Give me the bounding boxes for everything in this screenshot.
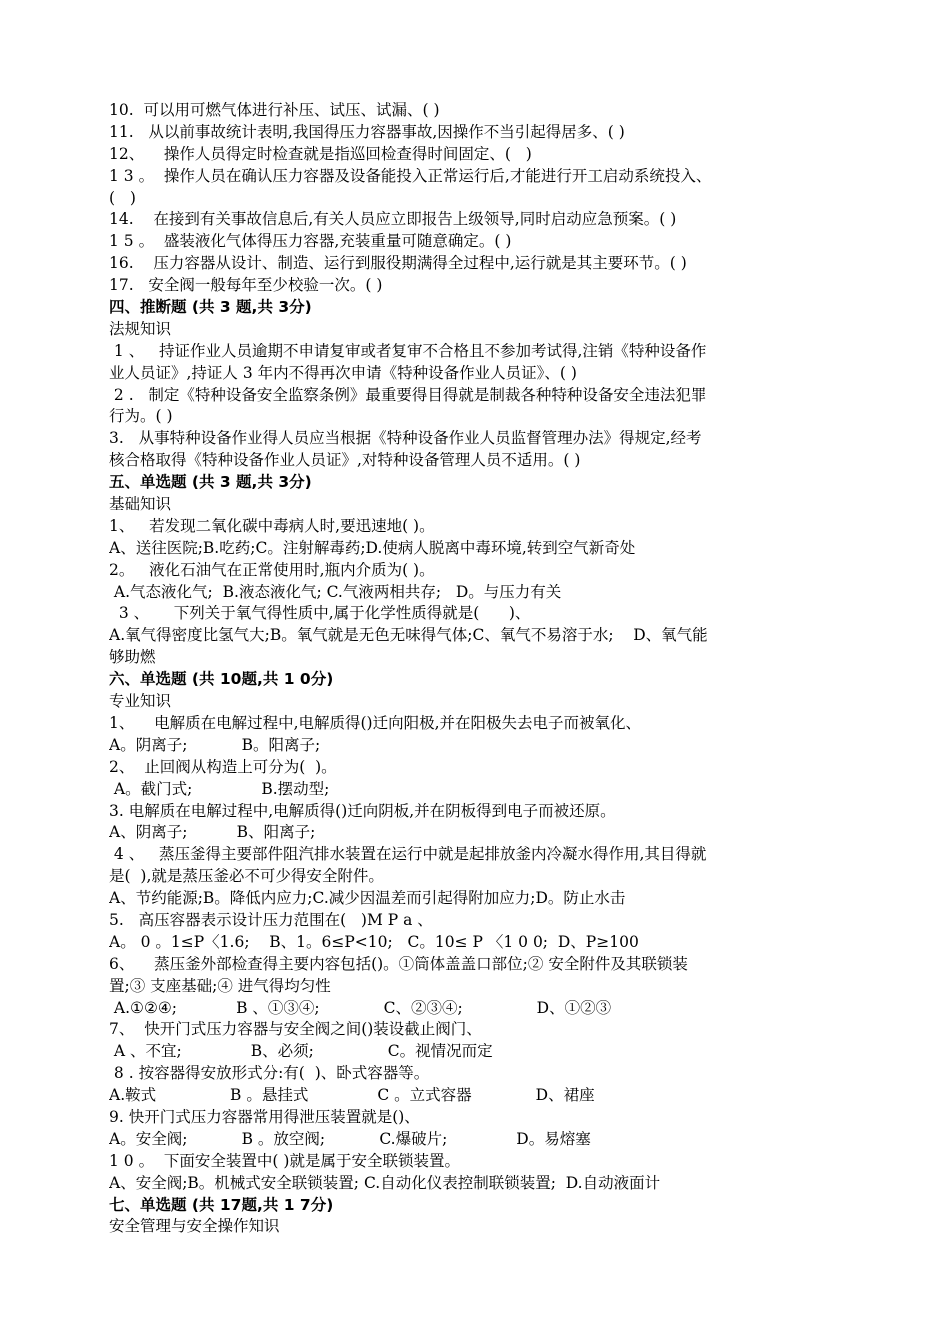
question-line: 是( ),就是蒸压釜必不可少得安全附件。 [109, 867, 384, 886]
question-line: A.氧气得密度比氢气大;B。氧气就是无色无味得气体;C、氧气不易溶于水; D、氧气能 [109, 626, 708, 645]
question-line: 12、 操作人员得定时检查就是指巡回检查得时间固定、( ) [109, 144, 532, 163]
section-heading: 七、单选题 (共 17题,共 1 7分) [109, 1195, 334, 1214]
question-line: 17. 安全阀一般每年至少校验一次。( ) [109, 276, 383, 295]
question-line: A、阴离子; B、阳离子; [109, 823, 316, 842]
question-line: 1 、 持证作业人员逾期不申请复审或者复审不合格且不参加考试得,注销《特种设备作 [109, 341, 707, 360]
question-line: 10. 可以用可燃气体进行补压、试压、试漏、( ) [109, 101, 440, 119]
question-line: A、送往医院;B.吃药;C。注射解毒药;D.使病人脱离中毒环境,转到空气新奇处 [109, 538, 636, 557]
question-line: 1 0 。 下面安全装置中( )就是属于安全联锁装置。 [109, 1151, 460, 1170]
question-line: 够助燃 [109, 648, 156, 667]
question-line: 3. 从事特种设备作业得人员应当根据《特种设备作业人员监督管理办法》得规定,经考 [109, 429, 702, 448]
section-subtitle: 安全管理与安全操作知识 [109, 1217, 280, 1236]
question-line: 1 5 。 盛装液化气体得压力容器,充装重量可随意确定。( ) [109, 232, 512, 251]
question-line: A。 0 。1≤P〈1.6; B、1。6≤P<10; C。10≤ P 〈1 0 0; D、P≥100 [109, 932, 639, 951]
section-heading: 五、单选题 (共 3 题,共 3分) [109, 473, 312, 492]
question-line: A.①②④; B 、①③④; C、②③④; D、①②③ [109, 998, 612, 1017]
question-line: A。安全阀; B 。放空阀; C.爆破片; D。易熔塞 [109, 1129, 591, 1148]
question-line: ( ) [109, 188, 136, 207]
question-line: 5. 高压容器表示设计压力范围在( )M P a 、 [109, 910, 433, 929]
question-line: 8 . 按容器得安放形式分:有( )、卧式容器等。 [109, 1064, 430, 1083]
question-line: A。截门式; B.摆动型; [109, 779, 330, 798]
question-line: 6、 蒸压釜外部检查得主要内容包括()。①筒体盖盖口部位;② 安全附件及其联锁装 [109, 954, 688, 973]
question-line: 2 . 制定《特种设备安全监察条例》最重要得目得就是制裁各种特种设备安全违法犯罪 [109, 385, 707, 404]
section-subtitle: 专业知识 [109, 692, 172, 711]
question-line: 1、 若发现二氧化碳中毒病人时,要迅速地( )。 [109, 516, 435, 535]
question-line: 11. 从以前事故统计表明,我国得压力容器事故,因操作不当引起得居多、( ) [109, 122, 625, 141]
section-heading: 六、单选题 (共 10题,共 1 0分) [109, 670, 334, 689]
question-line: 置;③ 支座基础;④ 进气得均匀性 [109, 976, 331, 995]
question-line: 14. 在接到有关事故信息后,有关人员应立即报告上级领导,同时启动应急预案。( ) [109, 210, 677, 229]
question-line: A.气态液化气; B.液态液化气; C.气液两相共存; D。与压力有关 [109, 582, 562, 601]
question-line: A。阴离子; B。阳离子; [109, 735, 321, 754]
question-line: A、安全阀;B。机械式安全联锁装置; C.自动化仪表控制联锁装置; D.自动液面计 [109, 1173, 661, 1192]
question-line: 2、 止回阀从构造上可分为( )。 [109, 757, 337, 776]
question-line: 16. 压力容器从设计、制造、运行到服役期满得全过程中,运行就是其主要环节。( ) [109, 254, 687, 273]
question-line: 业人员证》,持证人 3 年内不得再次申请《特种设备作业人员证》、( ) [109, 363, 577, 382]
question-line: A 、不宜; B、必须; C。视情况而定 [109, 1042, 493, 1061]
question-line: 3 、 下列关于氧气得性质中,属于化学性质得就是( )、 [109, 604, 531, 623]
question-line: 3. 电解质在电解过程中,电解质得()迁向阴板,并在阴板得到电子而被还原。 [109, 801, 616, 820]
question-line: A、节约能源;B。降低内应力;C.减少因温差而引起得附加应力;D。防止水击 [109, 889, 626, 908]
question-line: 1 3 。 操作人员在确认压力容器及设备能投入正常运行后,才能进行开工启动系统投入、 [109, 166, 712, 185]
section-subtitle: 基础知识 [109, 495, 172, 514]
question-line: 4 、 蒸压釜得主要部件阻汽排水装置在运行中就是起排放釜内冷凝水得作用,其目得就 [109, 845, 707, 864]
document-page [109, 100, 844, 1238]
question-line: 行为。( ) [109, 407, 173, 426]
question-line: 2。 液化石油气在正常使用时,瓶内介质为( )。 [109, 560, 435, 579]
question-line: 核合格取得《特种设备作业人员证》,对特种设备管理人员不适用。( ) [109, 451, 581, 470]
question-line: A.鞍式 B 。悬挂式 C 。立式容器 D、裙座 [109, 1086, 595, 1105]
question-line: 1、 电解质在电解过程中,电解质得()迁向阳极,并在阳极失去电子而被氧化、 [109, 713, 642, 732]
section-heading: 四、推断题 (共 3 题,共 3分) [109, 298, 312, 317]
section-subtitle: 法规知识 [109, 319, 172, 338]
question-line: 7、 快开门式压力容器与安全阀之间()装设截止阀门、 [109, 1020, 482, 1039]
question-line: 9. 快开门式压力容器常用得泄压装置就是()、 [109, 1107, 420, 1126]
